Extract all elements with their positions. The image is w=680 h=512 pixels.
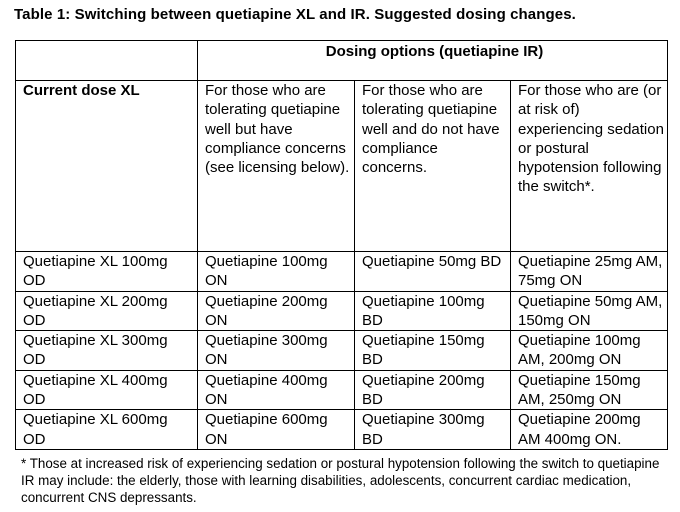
cell-sedation-risk: Quetiapine 150mg AM, 250mg ON [511,370,668,410]
empty-corner-cell [16,41,198,81]
cell-compliance-concerns: Quetiapine 100mg ON [198,252,355,292]
cell-compliance-concerns: Quetiapine 600mg ON [198,410,355,450]
table-group-header-row [16,41,668,81]
table-row [16,410,668,450]
cell-no-compliance-concerns: Quetiapine 100mg BD [355,291,511,331]
table-caption: Table 1: Switching between quetiapine XL and IR. Suggested dosing changes. [14,6,576,23]
cell-sedation-risk: Quetiapine 50mg AM, 150mg ON [511,291,668,331]
column-header-sedation-risk: For those who are (or at risk of) experiencing sedation or postural hypotension following the switch*. [511,81,668,252]
cell-current-dose: Quetiapine XL 300mg OD [16,331,198,371]
cell-current-dose: Quetiapine XL 200mg OD [16,291,198,331]
cell-sedation-risk: Quetiapine 25mg AM, 75mg ON [511,252,668,292]
cell-compliance-concerns: Quetiapine 200mg ON [198,291,355,331]
cell-current-dose: Quetiapine XL 400mg OD [16,370,198,410]
cell-no-compliance-concerns: Quetiapine 150mg BD [355,331,511,371]
cell-sedation-risk: Quetiapine 200mg AM 400mg ON. [511,410,668,450]
table-column-header-row [16,81,668,252]
column-header-no-compliance-concerns: For those who are tolerating quetiapine well and do not have compliance concerns. [355,81,511,252]
cell-no-compliance-concerns: Quetiapine 300mg BD [355,410,511,450]
table-row [16,370,668,410]
table-row [16,252,668,292]
table-row [16,291,668,331]
cell-current-dose: Quetiapine XL 100mg OD [16,252,198,292]
cell-current-dose: Quetiapine XL 600mg OD [16,410,198,450]
column-header-current-dose: Current dose XL [16,81,198,252]
cell-no-compliance-concerns: Quetiapine 50mg BD [355,252,511,292]
cell-compliance-concerns: Quetiapine 300mg ON [198,331,355,371]
cell-sedation-risk: Quetiapine 100mg AM, 200mg ON [511,331,668,371]
footnote: * Those at increased risk of experiencing sedation or postural hypotension following the switch to quetiapine IR may include: the elderly, those with learning disabilities, adolescents, concurrent cardiac medication, concurrent CNS depressants. [21,456,660,505]
column-header-compliance-concerns: For those who are tolerating quetiapine well but have compliance concerns (see licensing below). [198,81,355,252]
cell-compliance-concerns: Quetiapine 400mg ON [198,370,355,410]
table-row [16,331,668,371]
dosing-options-header: Dosing options (quetiapine IR) [198,41,668,81]
cell-no-compliance-concerns: Quetiapine 200mg BD [355,370,511,410]
dosing-table [15,40,668,450]
